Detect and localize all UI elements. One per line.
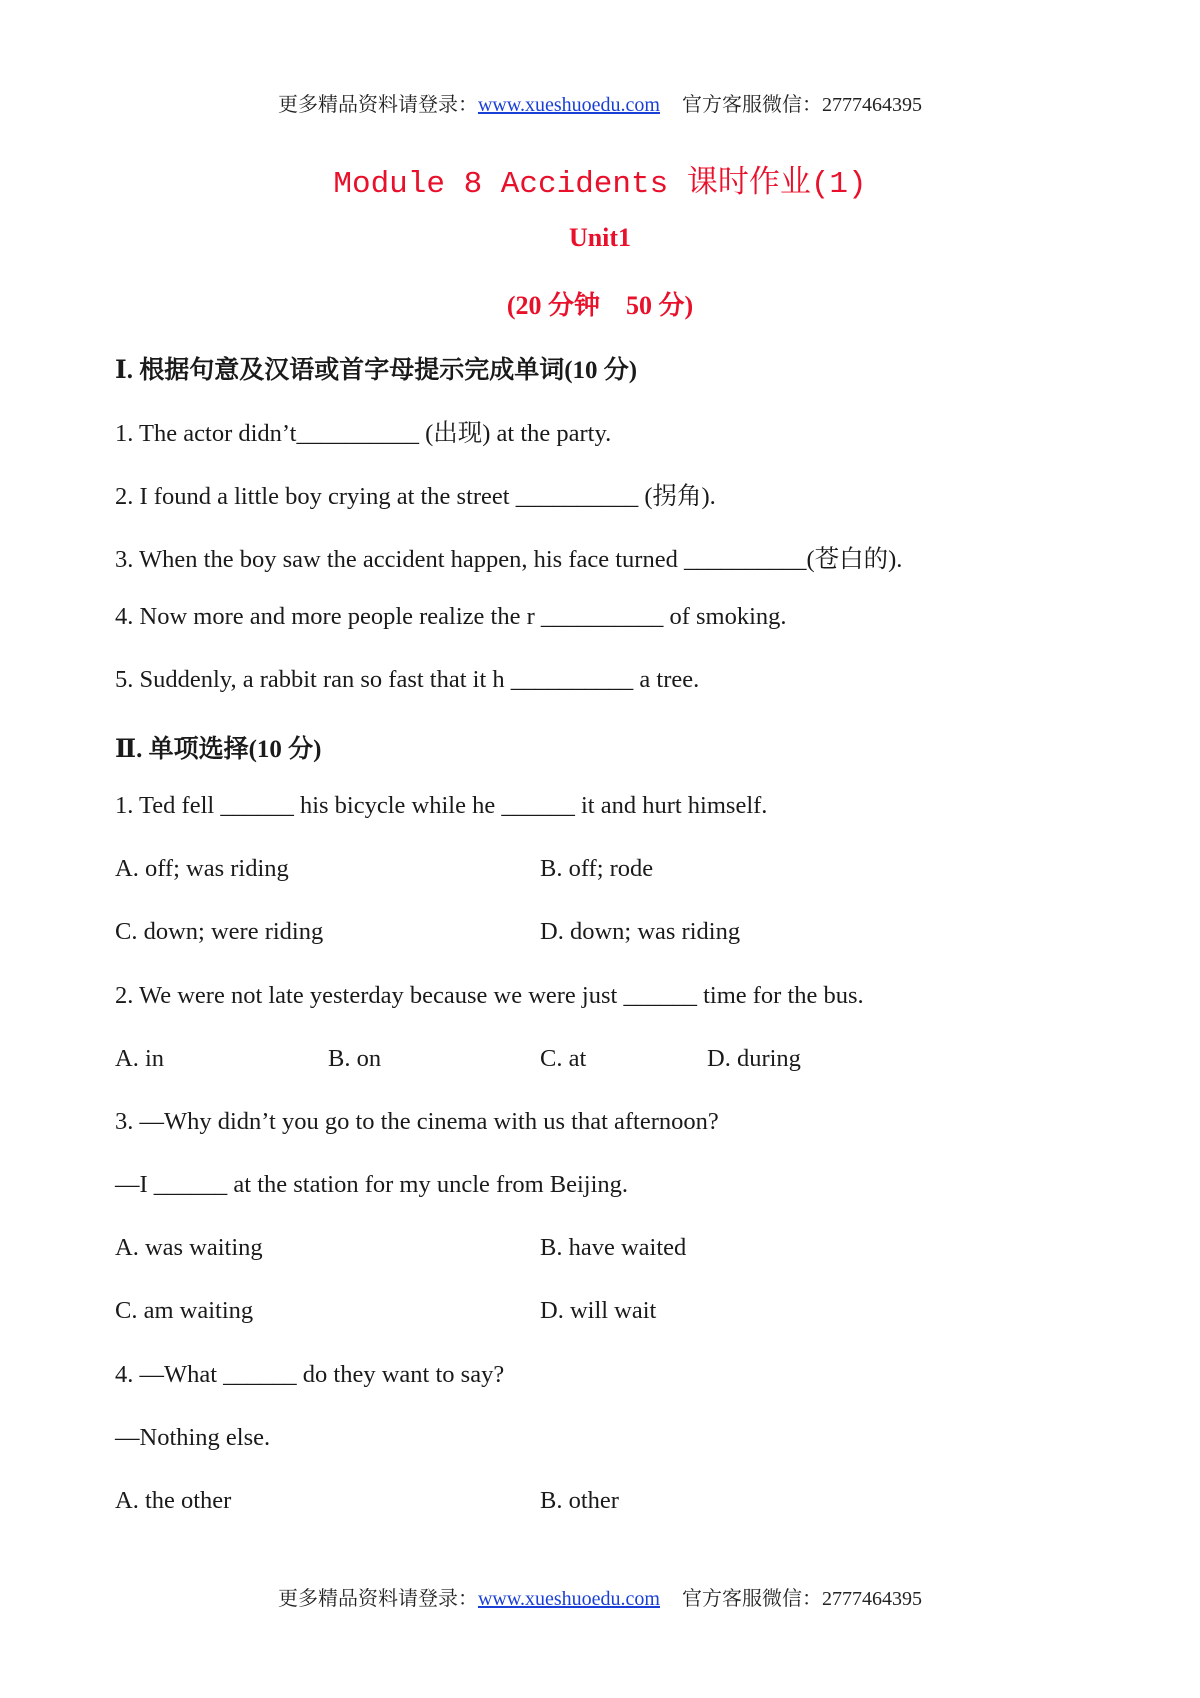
- page-title: Module 8 Accidents 课时作业(1): [333, 167, 867, 202]
- header-service: 官方客服微信：2777464395: [682, 94, 922, 116]
- q1-option-b: B. off; rode: [540, 855, 654, 882]
- page-header: [0, 88, 1200, 117]
- q1-option-c: C. down; were riding: [115, 918, 324, 945]
- page-footer: [0, 1582, 1200, 1611]
- q1-option-a: A. off; was riding: [115, 855, 289, 882]
- q3-reply: —I ______ at the station for my uncle from Beijing.: [115, 1171, 629, 1198]
- section2-heading: Ⅱ. 单项选择(10 分): [115, 736, 322, 763]
- section1-item-4: 4. Now more and more people realize the r __________ of smoking.: [115, 603, 787, 630]
- section1-item-1: 1. The actor didn’t__________ (出现) at the party.: [115, 420, 612, 447]
- footer-service: 官方客服微信：2777464395: [682, 1588, 922, 1610]
- q2-option-c: C. at: [540, 1045, 587, 1072]
- section1-item-2: 2. I found a little boy crying at the street __________ (拐角).: [115, 483, 716, 510]
- section1-item-3: 3. When the boy saw the accident happen, his face turned __________(苍白的).: [115, 546, 903, 573]
- q1-option-d: D. down; was riding: [540, 918, 741, 945]
- header-prefix: 更多精品资料请登录：: [277, 94, 478, 116]
- q4-stem: 4. —What ______ do they want to say?: [115, 1361, 505, 1388]
- q3-option-b: B. have waited: [540, 1234, 687, 1261]
- q3-option-c: C. am waiting: [115, 1297, 254, 1324]
- q2-option-b: B. on: [328, 1045, 382, 1072]
- q2-option-a: A. in: [115, 1045, 164, 1072]
- q4-option-a: A. the other: [115, 1487, 232, 1514]
- section1-heading: Ⅰ. 根据句意及汉语或首字母提示完成单词(10 分): [115, 357, 638, 384]
- q2-stem: 2. We were not late yesterday because we were just ______ time for the bus.: [115, 982, 864, 1009]
- q3-option-a: A. was waiting: [115, 1234, 263, 1261]
- timing-info: (20 分钟 50 分): [506, 291, 694, 320]
- section1-item-5: 5. Suddenly, a rabbit ran so fast that it h __________ a tree.: [115, 666, 700, 693]
- q4-reply: —Nothing else.: [115, 1424, 271, 1451]
- header-link[interactable]: www.xueshuoedu.com: [477, 94, 660, 116]
- unit-title: Unit1: [568, 223, 632, 252]
- q3-stem: 3. —Why didn’t you go to the cinema with us that afternoon?: [115, 1108, 719, 1135]
- q1-stem: 1. Ted fell ______ his bicycle while he ______ it and hurt himself.: [115, 792, 768, 819]
- q3-option-d: D. will wait: [540, 1297, 657, 1324]
- q2-option-d: D. during: [707, 1045, 801, 1072]
- q4-option-b: B. other: [540, 1487, 619, 1514]
- footer-prefix: 更多精品资料请登录：: [277, 1588, 478, 1610]
- footer-link[interactable]: www.xueshuoedu.com: [477, 1588, 660, 1610]
